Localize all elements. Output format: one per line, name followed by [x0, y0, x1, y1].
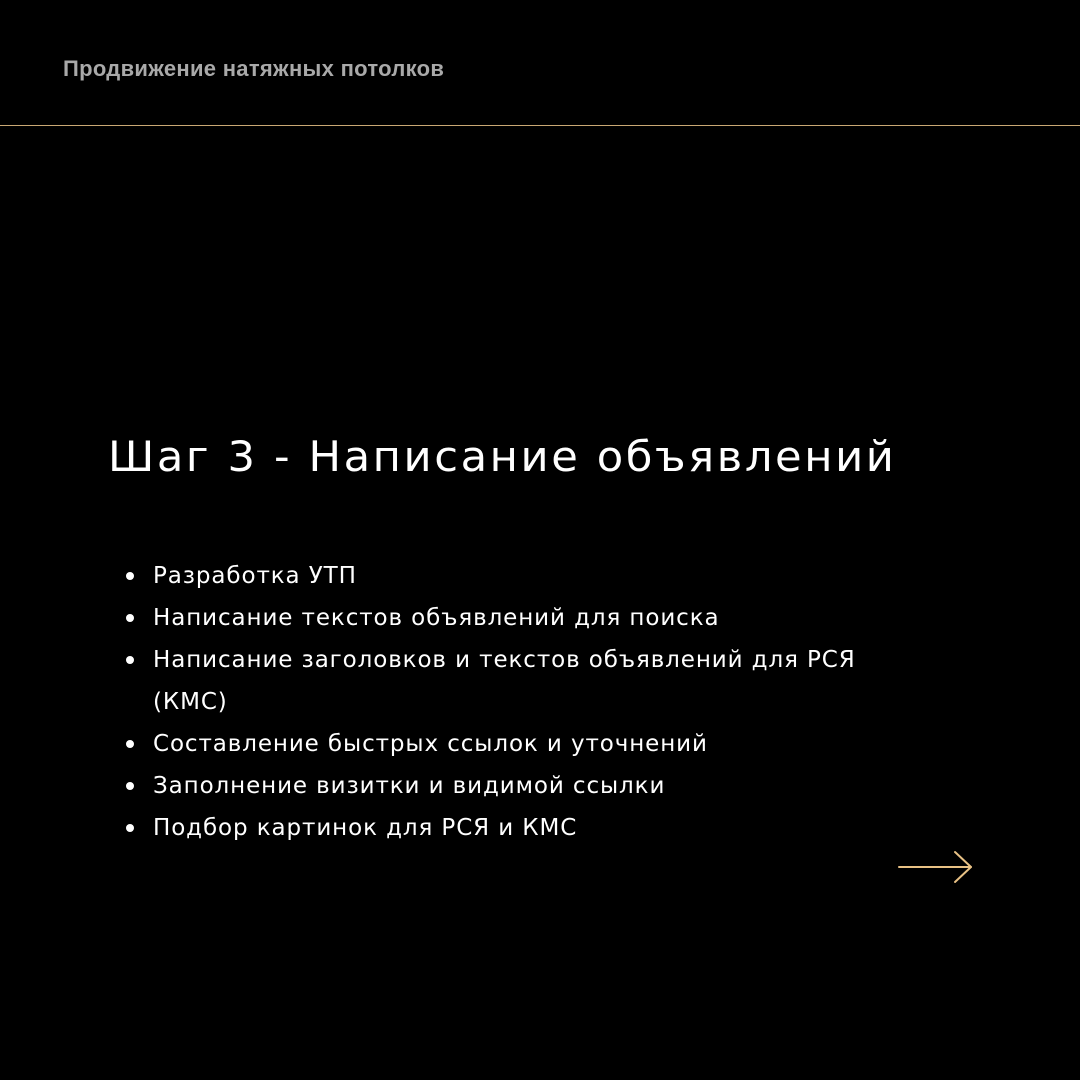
bullet-dot: [126, 572, 134, 580]
top-label: Продвижение натяжных потолков: [63, 56, 445, 81]
list-item: [126, 807, 886, 849]
list-item-text: Заполнение визитки и видимой ссылки: [153, 773, 666, 799]
list-item: [126, 639, 886, 723]
list-item-text: Разработка УТП: [153, 563, 357, 589]
list-item: [126, 555, 886, 597]
divider: [0, 125, 1080, 126]
bullet-list: [126, 555, 886, 849]
list-item: [126, 597, 886, 639]
list-item-text: Подбор картинок для РСЯ и КМС: [153, 815, 578, 841]
slide-title: Шаг 3 - Написание объявлений: [108, 432, 897, 481]
list-item: [126, 765, 886, 807]
list-item-text: Написание текстов объявлений для поиска: [153, 605, 720, 631]
bullet-dot: [126, 656, 134, 664]
list-item: [126, 723, 886, 765]
list-item-text: Составление быстрых ссылок и уточнений: [153, 731, 708, 757]
bullet-dot: [126, 614, 134, 622]
list-item-text: Написание заголовков и текстов объявлений для РСЯ (КМС): [153, 647, 856, 715]
bullet-dot: [126, 824, 134, 832]
arrow-right-icon[interactable]: [898, 850, 974, 884]
bullet-dot: [126, 740, 134, 748]
bullet-dot: [126, 782, 134, 790]
